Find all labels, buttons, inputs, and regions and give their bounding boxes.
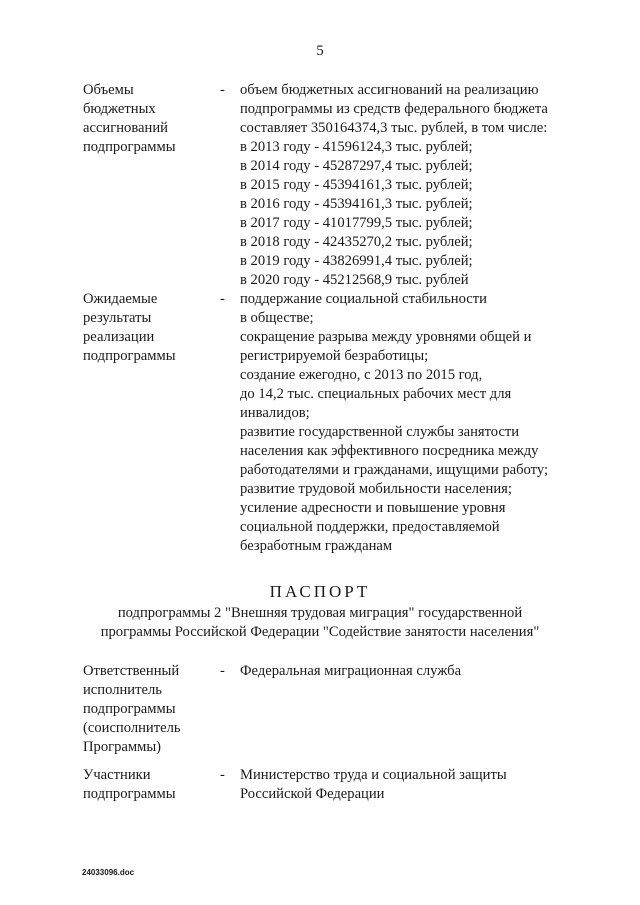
label-line: Участники <box>83 767 151 783</box>
content-line: сокращение разрыва между уровнями общей и <box>240 329 532 345</box>
content-line: в 2018 году - 42435270,2 тыс. рублей; <box>240 234 473 250</box>
content-line: в 2014 году - 45287297,4 тыс. рублей; <box>240 158 473 174</box>
section-content <box>240 81 585 290</box>
content-line: работодателями и гражданами, ищущими работу; <box>240 462 549 478</box>
dash-separator: - <box>220 767 225 783</box>
content-line: поддержание социальной стабильности <box>240 291 487 307</box>
dash-separator: - <box>220 663 225 679</box>
content-line: усиление адресности и повышение уровня <box>240 500 506 516</box>
passport-subtitle <box>0 604 640 642</box>
content-line: объем бюджетных ассигнований на реализацию <box>240 82 539 98</box>
content-line: подпрограммы из средств федерального бюджета <box>240 101 548 117</box>
section-content <box>240 766 585 804</box>
label-line: (соисполнитель <box>83 720 181 736</box>
section-label <box>83 766 218 804</box>
label-line: ассигнований <box>83 120 168 136</box>
section-label <box>83 290 218 366</box>
label-line: реализации <box>83 329 155 345</box>
content-line: в 2019 году - 43826991,4 тыс. рублей; <box>240 253 473 269</box>
page-number: 5 <box>316 43 324 59</box>
label-line: Объемы <box>83 82 134 98</box>
content-line: до 14,2 тыс. специальных рабочих мест для <box>240 386 512 402</box>
label-line: подпрограммы <box>83 786 176 802</box>
content-line: Министерство труда и социальной защиты <box>240 767 507 783</box>
content-line: в 2017 году - 41017799,5 тыс. рублей; <box>240 215 473 231</box>
content-line: населения как эффективного посредника между <box>240 443 539 459</box>
label-line: бюджетных <box>83 101 156 117</box>
content-line: создание ежегодно, с 2013 по 2015 год, <box>240 367 483 383</box>
label-line: исполнитель <box>83 682 162 698</box>
label-line: Ожидаемые <box>83 291 158 307</box>
content-line: развитие трудовой мобильности населения; <box>240 481 512 497</box>
content-line: Российской Федерации <box>240 786 385 802</box>
document-file-code: 24033096.doc <box>82 868 135 877</box>
content-line: в обществе; <box>240 310 314 326</box>
section-content <box>240 662 585 681</box>
label-line: результаты <box>83 310 152 326</box>
content-line: безработным гражданам <box>240 538 393 554</box>
dash-separator: - <box>220 291 225 307</box>
label-line: Ответственный <box>83 663 180 679</box>
passport-title: ПАСПОРТ <box>269 582 371 601</box>
dash-separator: - <box>220 82 225 98</box>
content-line: социальной поддержки, предоставляемой <box>240 519 500 535</box>
label-line: подпрограммы <box>83 139 176 155</box>
section-label <box>83 662 218 757</box>
content-line: Федеральная миграционная служба <box>240 663 462 679</box>
content-line: составляет 350164374,3 тыс. рублей, в том числе: <box>240 120 548 136</box>
content-line: в 2016 году - 45394161,3 тыс. рублей; <box>240 196 473 212</box>
content-line: регистрируемой безработицы; <box>240 348 429 364</box>
subtitle-line: программы Российской Федерации "Содействие занятости населения" <box>100 624 540 640</box>
content-line: в 2013 году - 41596124,3 тыс. рублей; <box>240 139 473 155</box>
content-line: инвалидов; <box>240 405 310 421</box>
content-line: в 2020 году - 45212568,9 тыс. рублей <box>240 272 469 288</box>
subtitle-line: подпрограммы 2 "Внешняя трудовая миграция" государственной <box>117 605 523 621</box>
label-line: Программы) <box>83 739 162 755</box>
section-content <box>240 290 585 556</box>
section-label <box>83 81 218 157</box>
label-line: подпрограммы <box>83 348 176 364</box>
content-line: развитие государственной службы занятости <box>240 424 520 440</box>
content-line: в 2015 году - 45394161,3 тыс. рублей; <box>240 177 473 193</box>
label-line: подпрограммы <box>83 701 176 717</box>
